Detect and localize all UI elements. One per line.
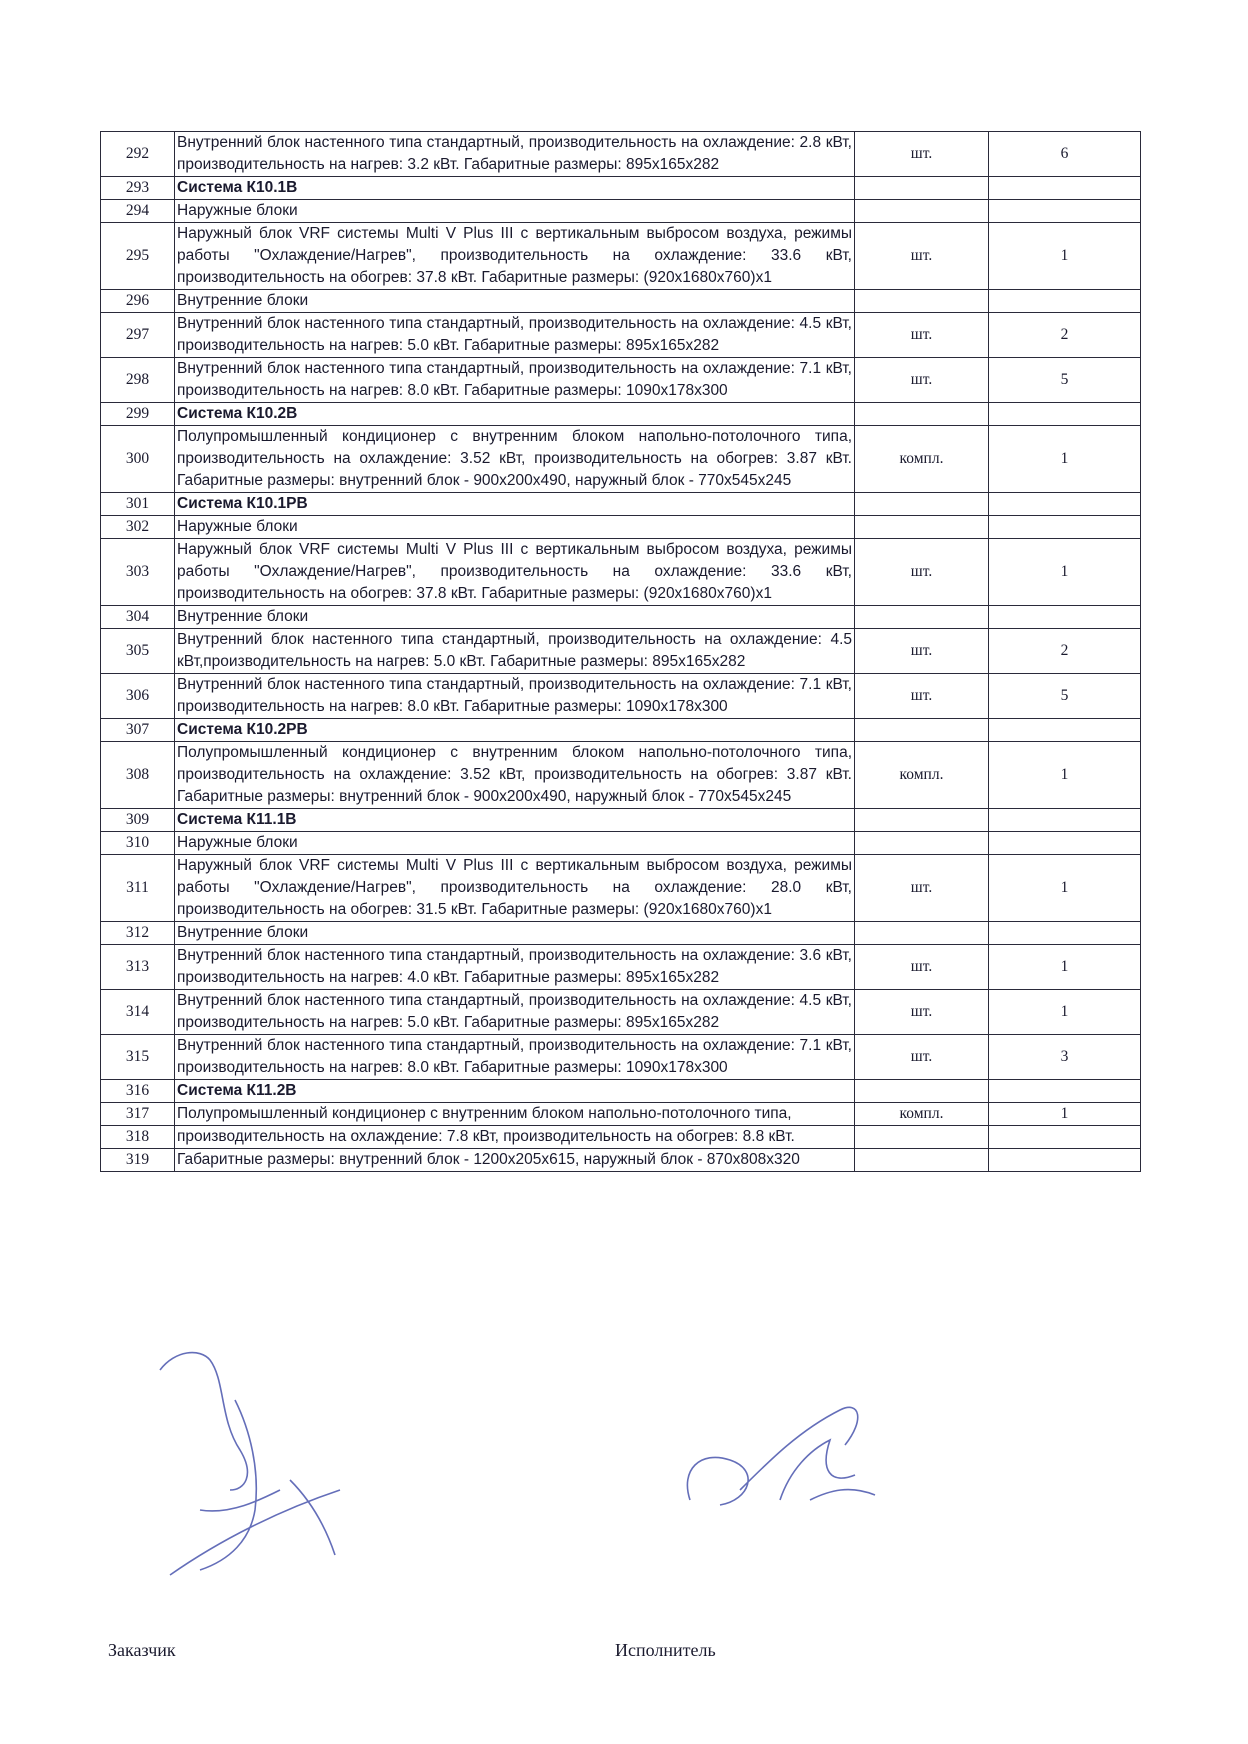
customer-signature-mark xyxy=(140,1340,360,1590)
row-description: Система К11.1В xyxy=(175,809,855,832)
row-quantity xyxy=(989,516,1141,539)
row-number: 305 xyxy=(101,629,175,674)
table-row xyxy=(101,922,1141,945)
row-quantity xyxy=(989,493,1141,516)
row-quantity xyxy=(989,200,1141,223)
table-row xyxy=(101,629,1141,674)
row-quantity: 1 xyxy=(989,990,1141,1035)
row-number: 303 xyxy=(101,539,175,606)
row-number: 295 xyxy=(101,223,175,290)
row-description: Наружный блок VRF системы Multi V Plus III с вертикальным выбросом воздуха, режимы работы "Охлаждение/Нагрев", производительность на охлаждение: 28.0 кВт, производительность на обогрев: 31.5 кВт. Габаритные размеры: (920x1680x760)x1 xyxy=(175,855,855,922)
table-row xyxy=(101,719,1141,742)
contractor-label: Исполнитель xyxy=(615,1640,716,1660)
row-quantity: 5 xyxy=(989,674,1141,719)
row-description: Система К10.1РВ xyxy=(175,493,855,516)
row-unit xyxy=(855,809,989,832)
row-unit xyxy=(855,1149,989,1172)
row-description: Внутренние блоки xyxy=(175,922,855,945)
row-number: 310 xyxy=(101,832,175,855)
row-unit: шт. xyxy=(855,132,989,177)
row-description: Внутренний блок настенного типа стандартный, производительность на охлаждение: 3.6 кВт, производительность на нагрев: 4.0 кВт. Габаритные размеры: 895x165x282 xyxy=(175,945,855,990)
row-number: 298 xyxy=(101,358,175,403)
row-description: Внутренний блок настенного типа стандартный, производительность на охлаждение: 4.5 кВт,производительность на нагрев: 5.0 кВт. Габаритные размеры: 895x165x282 xyxy=(175,629,855,674)
row-unit xyxy=(855,290,989,313)
row-quantity: 3 xyxy=(989,1035,1141,1080)
row-quantity xyxy=(989,606,1141,629)
customer-label: Заказчик xyxy=(108,1640,176,1660)
row-description: Габаритные размеры: внутренний блок - 1200x205x615, наружный блок - 870x808x320 xyxy=(175,1149,855,1172)
row-description: Система К10.2В xyxy=(175,403,855,426)
table-row xyxy=(101,1103,1141,1126)
row-description: Полупромышленный кондиционер с внутренним блоком напольно-потолочного типа, xyxy=(175,1103,855,1126)
row-quantity xyxy=(989,809,1141,832)
row-description: Внутренний блок настенного типа стандартный, производительность на охлаждение: 7.1 кВт, производительность на нагрев: 8.0 кВт. Габаритные размеры: 1090x178x300 xyxy=(175,1035,855,1080)
row-description: Система К10.1В xyxy=(175,177,855,200)
row-unit xyxy=(855,922,989,945)
table-row xyxy=(101,990,1141,1035)
table-row xyxy=(101,493,1141,516)
row-number: 313 xyxy=(101,945,175,990)
row-quantity: 5 xyxy=(989,358,1141,403)
table-row xyxy=(101,1080,1141,1103)
table-row xyxy=(101,403,1141,426)
row-unit xyxy=(855,177,989,200)
row-description: Наружный блок VRF системы Multi V Plus III с вертикальным выбросом воздуха, режимы работы "Охлаждение/Нагрев", производительность на охлаждение: 33.6 кВт, производительность на обогрев: 37.8 кВт. Габаритные размеры: (920x1680x760)x1 xyxy=(175,223,855,290)
row-number: 319 xyxy=(101,1149,175,1172)
row-number: 311 xyxy=(101,855,175,922)
row-quantity: 2 xyxy=(989,313,1141,358)
row-description: Наружные блоки xyxy=(175,200,855,223)
table-row xyxy=(101,1035,1141,1080)
row-unit: шт. xyxy=(855,990,989,1035)
table-row xyxy=(101,223,1141,290)
row-number: 299 xyxy=(101,403,175,426)
row-description: производительность на охлаждение: 7.8 кВт, производительность на обогрев: 8.8 кВт. xyxy=(175,1126,855,1149)
row-unit: компл. xyxy=(855,742,989,809)
table-row xyxy=(101,1149,1141,1172)
row-unit xyxy=(855,200,989,223)
row-description: Внутренний блок настенного типа стандартный, производительность на охлаждение: 4.5 кВт, производительность на нагрев: 5.0 кВт. Габаритные размеры: 895x165x282 xyxy=(175,990,855,1035)
row-description: Внутренний блок настенного типа стандартный, производительность на охлаждение: 2.8 кВт, производительность на нагрев: 3.2 кВт. Габаритные размеры: 895x165x282 xyxy=(175,132,855,177)
table-row xyxy=(101,539,1141,606)
row-quantity: 1 xyxy=(989,223,1141,290)
row-unit xyxy=(855,516,989,539)
row-unit: компл. xyxy=(855,1103,989,1126)
row-unit: шт. xyxy=(855,223,989,290)
row-number: 293 xyxy=(101,177,175,200)
contractor-signature-mark xyxy=(660,1390,900,1520)
row-quantity xyxy=(989,177,1141,200)
row-description: Система К10.2РВ xyxy=(175,719,855,742)
table-row xyxy=(101,832,1141,855)
row-number: 302 xyxy=(101,516,175,539)
row-quantity xyxy=(989,1126,1141,1149)
row-description: Система К11.2В xyxy=(175,1080,855,1103)
row-description: Внутренние блоки xyxy=(175,606,855,629)
row-number: 312 xyxy=(101,922,175,945)
row-number: 292 xyxy=(101,132,175,177)
row-description: Наружный блок VRF системы Multi V Plus III с вертикальным выбросом воздуха, режимы работы "Охлаждение/Нагрев", производительность на охлаждение: 33.6 кВт, производительность на обогрев: 37.8 кВт. Габаритные размеры: (920x1680x760)x1 xyxy=(175,539,855,606)
row-quantity xyxy=(989,1080,1141,1103)
table-row xyxy=(101,742,1141,809)
table-row xyxy=(101,313,1141,358)
row-quantity: 1 xyxy=(989,426,1141,493)
table-row xyxy=(101,516,1141,539)
row-quantity: 1 xyxy=(989,742,1141,809)
table-row xyxy=(101,809,1141,832)
row-quantity: 1 xyxy=(989,539,1141,606)
row-description: Внутренний блок настенного типа стандартный, производительность на охлаждение: 7.1 кВт, производительность на нагрев: 8.0 кВт. Габаритные размеры: 1090x178x300 xyxy=(175,358,855,403)
row-description: Наружные блоки xyxy=(175,832,855,855)
row-number: 315 xyxy=(101,1035,175,1080)
table-row xyxy=(101,200,1141,223)
row-unit: шт. xyxy=(855,1035,989,1080)
row-quantity xyxy=(989,403,1141,426)
row-number: 314 xyxy=(101,990,175,1035)
row-quantity xyxy=(989,832,1141,855)
row-number: 306 xyxy=(101,674,175,719)
row-unit xyxy=(855,606,989,629)
row-quantity xyxy=(989,719,1141,742)
row-number: 294 xyxy=(101,200,175,223)
row-unit xyxy=(855,1126,989,1149)
row-description: Полупромышленный кондиционер с внутренним блоком напольно-потолочного типа, производительность на охлаждение: 3.52 кВт, производительность на обогрев: 3.87 кВт. Габаритные размеры: внутренний блок - 900x200x490, наружный блок - 770x545x245 xyxy=(175,742,855,809)
table-row xyxy=(101,855,1141,922)
row-unit xyxy=(855,832,989,855)
row-number: 304 xyxy=(101,606,175,629)
row-number: 317 xyxy=(101,1103,175,1126)
row-number: 308 xyxy=(101,742,175,809)
row-unit xyxy=(855,1080,989,1103)
row-number: 316 xyxy=(101,1080,175,1103)
row-number: 307 xyxy=(101,719,175,742)
row-unit xyxy=(855,403,989,426)
equipment-table xyxy=(100,131,1141,1172)
row-number: 301 xyxy=(101,493,175,516)
row-description: Полупромышленный кондиционер с внутренним блоком напольно-потолочного типа, производительность на охлаждение: 3.52 кВт, производительность на обогрев: 3.87 кВт. Габаритные размеры: внутренний блок - 900x200x490, наружный блок - 770x545x245 xyxy=(175,426,855,493)
row-description: Внутренний блок настенного типа стандартный, производительность на охлаждение: 7.1 кВт, производительность на нагрев: 8.0 кВт. Габаритные размеры: 1090x178x300 xyxy=(175,674,855,719)
row-number: 296 xyxy=(101,290,175,313)
row-unit: шт. xyxy=(855,855,989,922)
table-row xyxy=(101,1126,1141,1149)
row-unit: шт. xyxy=(855,358,989,403)
row-unit: шт. xyxy=(855,629,989,674)
row-quantity: 1 xyxy=(989,945,1141,990)
row-unit xyxy=(855,719,989,742)
table-row xyxy=(101,426,1141,493)
row-unit: шт. xyxy=(855,313,989,358)
row-unit: шт. xyxy=(855,945,989,990)
row-quantity: 6 xyxy=(989,132,1141,177)
row-number: 297 xyxy=(101,313,175,358)
table-body xyxy=(101,132,1141,1172)
row-quantity: 2 xyxy=(989,629,1141,674)
row-quantity: 1 xyxy=(989,1103,1141,1126)
table-row xyxy=(101,945,1141,990)
row-unit: шт. xyxy=(855,674,989,719)
row-quantity: 1 xyxy=(989,855,1141,922)
row-description: Наружные блоки xyxy=(175,516,855,539)
table-row xyxy=(101,177,1141,200)
table-row xyxy=(101,358,1141,403)
row-quantity xyxy=(989,922,1141,945)
row-quantity xyxy=(989,1149,1141,1172)
table-row xyxy=(101,606,1141,629)
row-unit xyxy=(855,493,989,516)
row-description: Внутренний блок настенного типа стандартный, производительность на охлаждение: 4.5 кВт, производительность на нагрев: 5.0 кВт. Габаритные размеры: 895x165x282 xyxy=(175,313,855,358)
row-unit: компл. xyxy=(855,426,989,493)
table-row xyxy=(101,290,1141,313)
row-number: 300 xyxy=(101,426,175,493)
table-row xyxy=(101,132,1141,177)
row-number: 309 xyxy=(101,809,175,832)
row-number: 318 xyxy=(101,1126,175,1149)
row-quantity xyxy=(989,290,1141,313)
row-unit: шт. xyxy=(855,539,989,606)
table-row xyxy=(101,674,1141,719)
row-description: Внутренние блоки xyxy=(175,290,855,313)
